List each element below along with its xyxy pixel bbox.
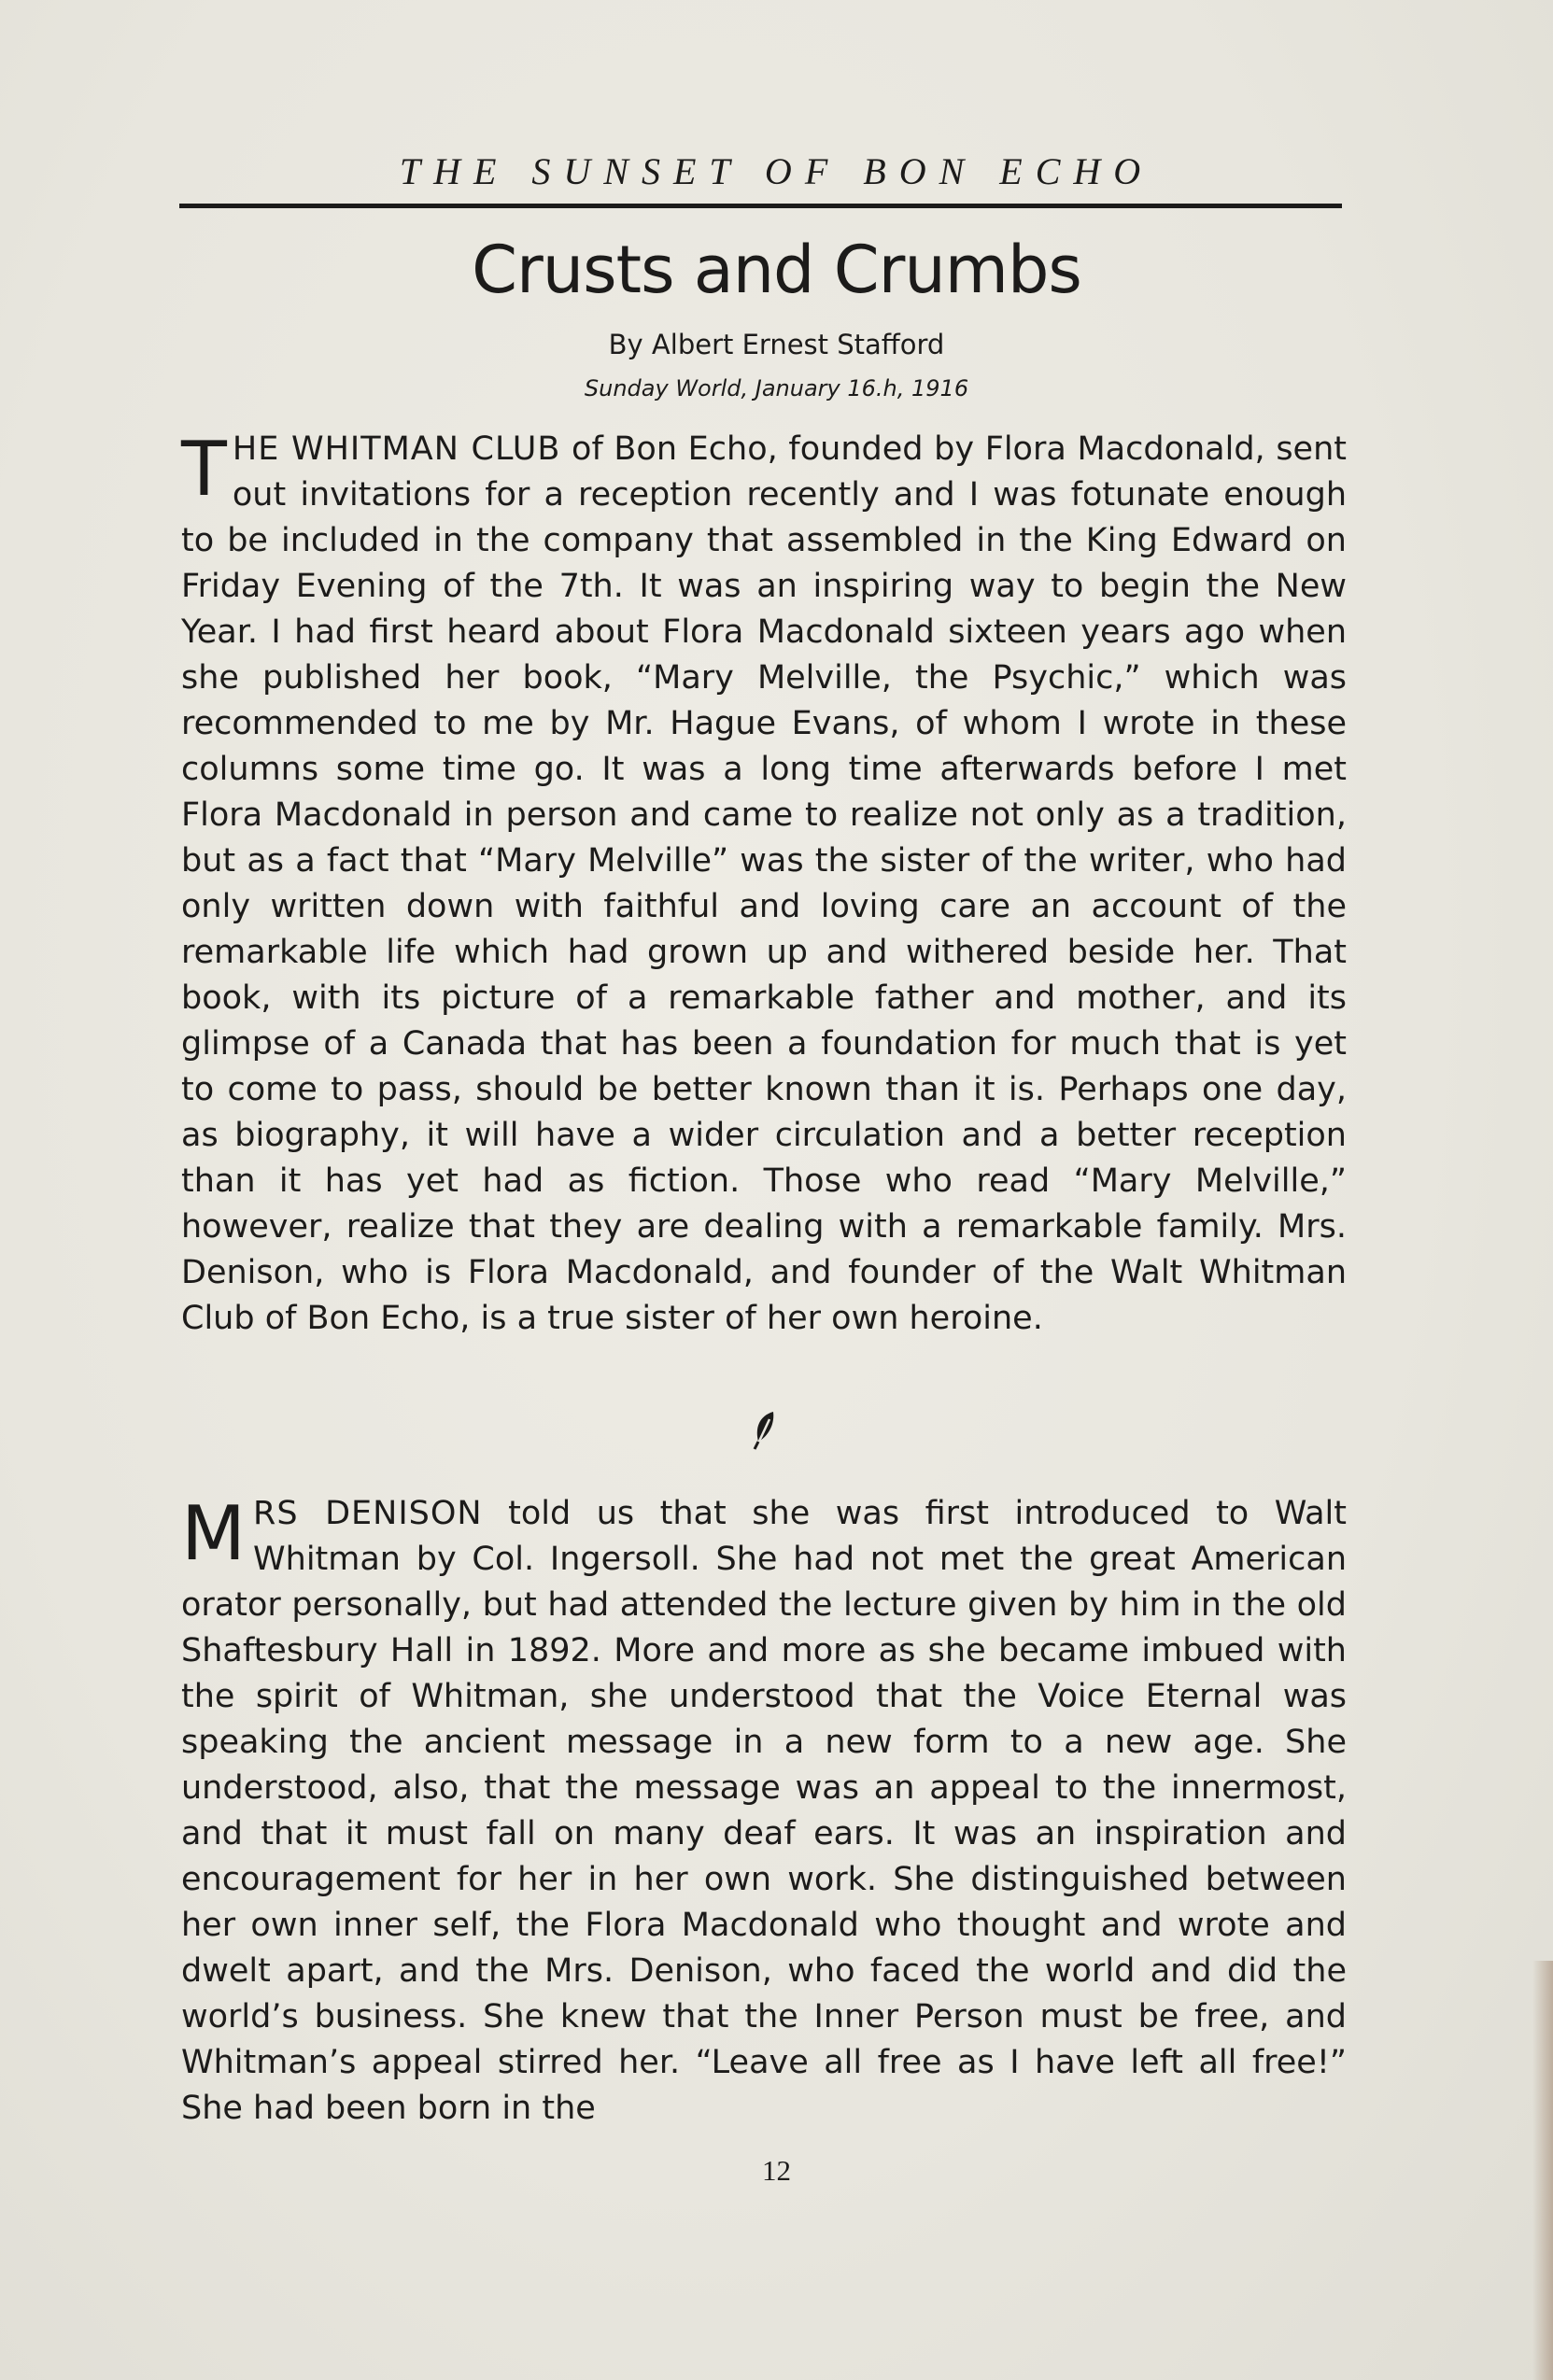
paragraph-text: of Bon Echo, founded by Flora Macdonald, sent out invitations for a reception recently and I was fotunate enough to be included in the company that assembled in the King Edward on Friday Evening of the 7th. It was an inspiring way to begin the New Year. I had first heard about Flora Macdonald sixteen years ago when she published her book, “Mary Melville, the Psychic,” which was recommended to me by Mr. Hague Evans, of whom I wrote in these columns some time go. It was a long time afterwards before I met Flora Macdonald in person and came to realize not only as a tradition, but as a fact that “Mary Melville” was the sister of the writer, who had only written down with faithful and loving care an account of the remarkable life which had grown up and withered beside her. That book, with its picture of a remarkable father and mother, and its glimpse of a Canada that has been a foundation for much that is yet to come to pass, should be better known than it is. Perhaps one day, as biography, it will have a wider circulation and a better reception than it has yet had as fiction. Those who read “Mary Melville,” however, realize that they are dealing with a remarkable family. Mrs. Denison, who is Flora Macdonald, and founder of the Walt Whitman Club of Bon Echo, is a true sister of her own heroine. <box>181 430 1347 1337</box>
lead-in-caps: RS DENISON <box>253 1495 483 1532</box>
running-head: THE SUNSET OF BON ECHO <box>399 150 1154 192</box>
paragraph-2 <box>181 1491 1347 2132</box>
article-source: Sunday World, January 16.h, 1916 <box>584 375 969 401</box>
lead-in-caps: HE WHITMAN CLUB <box>232 430 561 468</box>
drop-cap: M <box>181 1490 247 1577</box>
article-title: Crusts and Crumbs <box>472 232 1081 308</box>
paragraph-1 <box>181 427 1347 1342</box>
page-edge-stain <box>1532 1961 1553 2380</box>
article-byline: By Albert Ernest Stafford <box>608 329 945 360</box>
paragraph-text: told us that she was first introduced to Walt Whitman by Col. Ingersoll. She had not met the great American orator personally, but had attended the lecture given by him in the old Shaftesbury Hall in 1892. More and more as she became imbued with the spirit of Whitman, she understood that the Voice Eternal was speaking the ancient message in a new form to a new age. She understood, also, that the message was an appeal to the innermost, and that it must fall on many deaf ears. It was an inspiration and encouragement for her in her own work. She distinguished between her own inner self, the Flora Macdonald who thought and wrote and dwelt apart, and the Mrs. Denison, who faced the world and did the world’s business. She knew that the Inner Person must be free, and Whitman’s appeal stirred her. “Leave all free as I have left all free!” She had been born in the <box>181 1495 1347 2127</box>
page-number: 12 <box>762 2154 791 2187</box>
drop-cap: T <box>181 426 227 513</box>
leaf-ornament-icon <box>738 1406 794 1453</box>
header-rule <box>179 204 1342 208</box>
